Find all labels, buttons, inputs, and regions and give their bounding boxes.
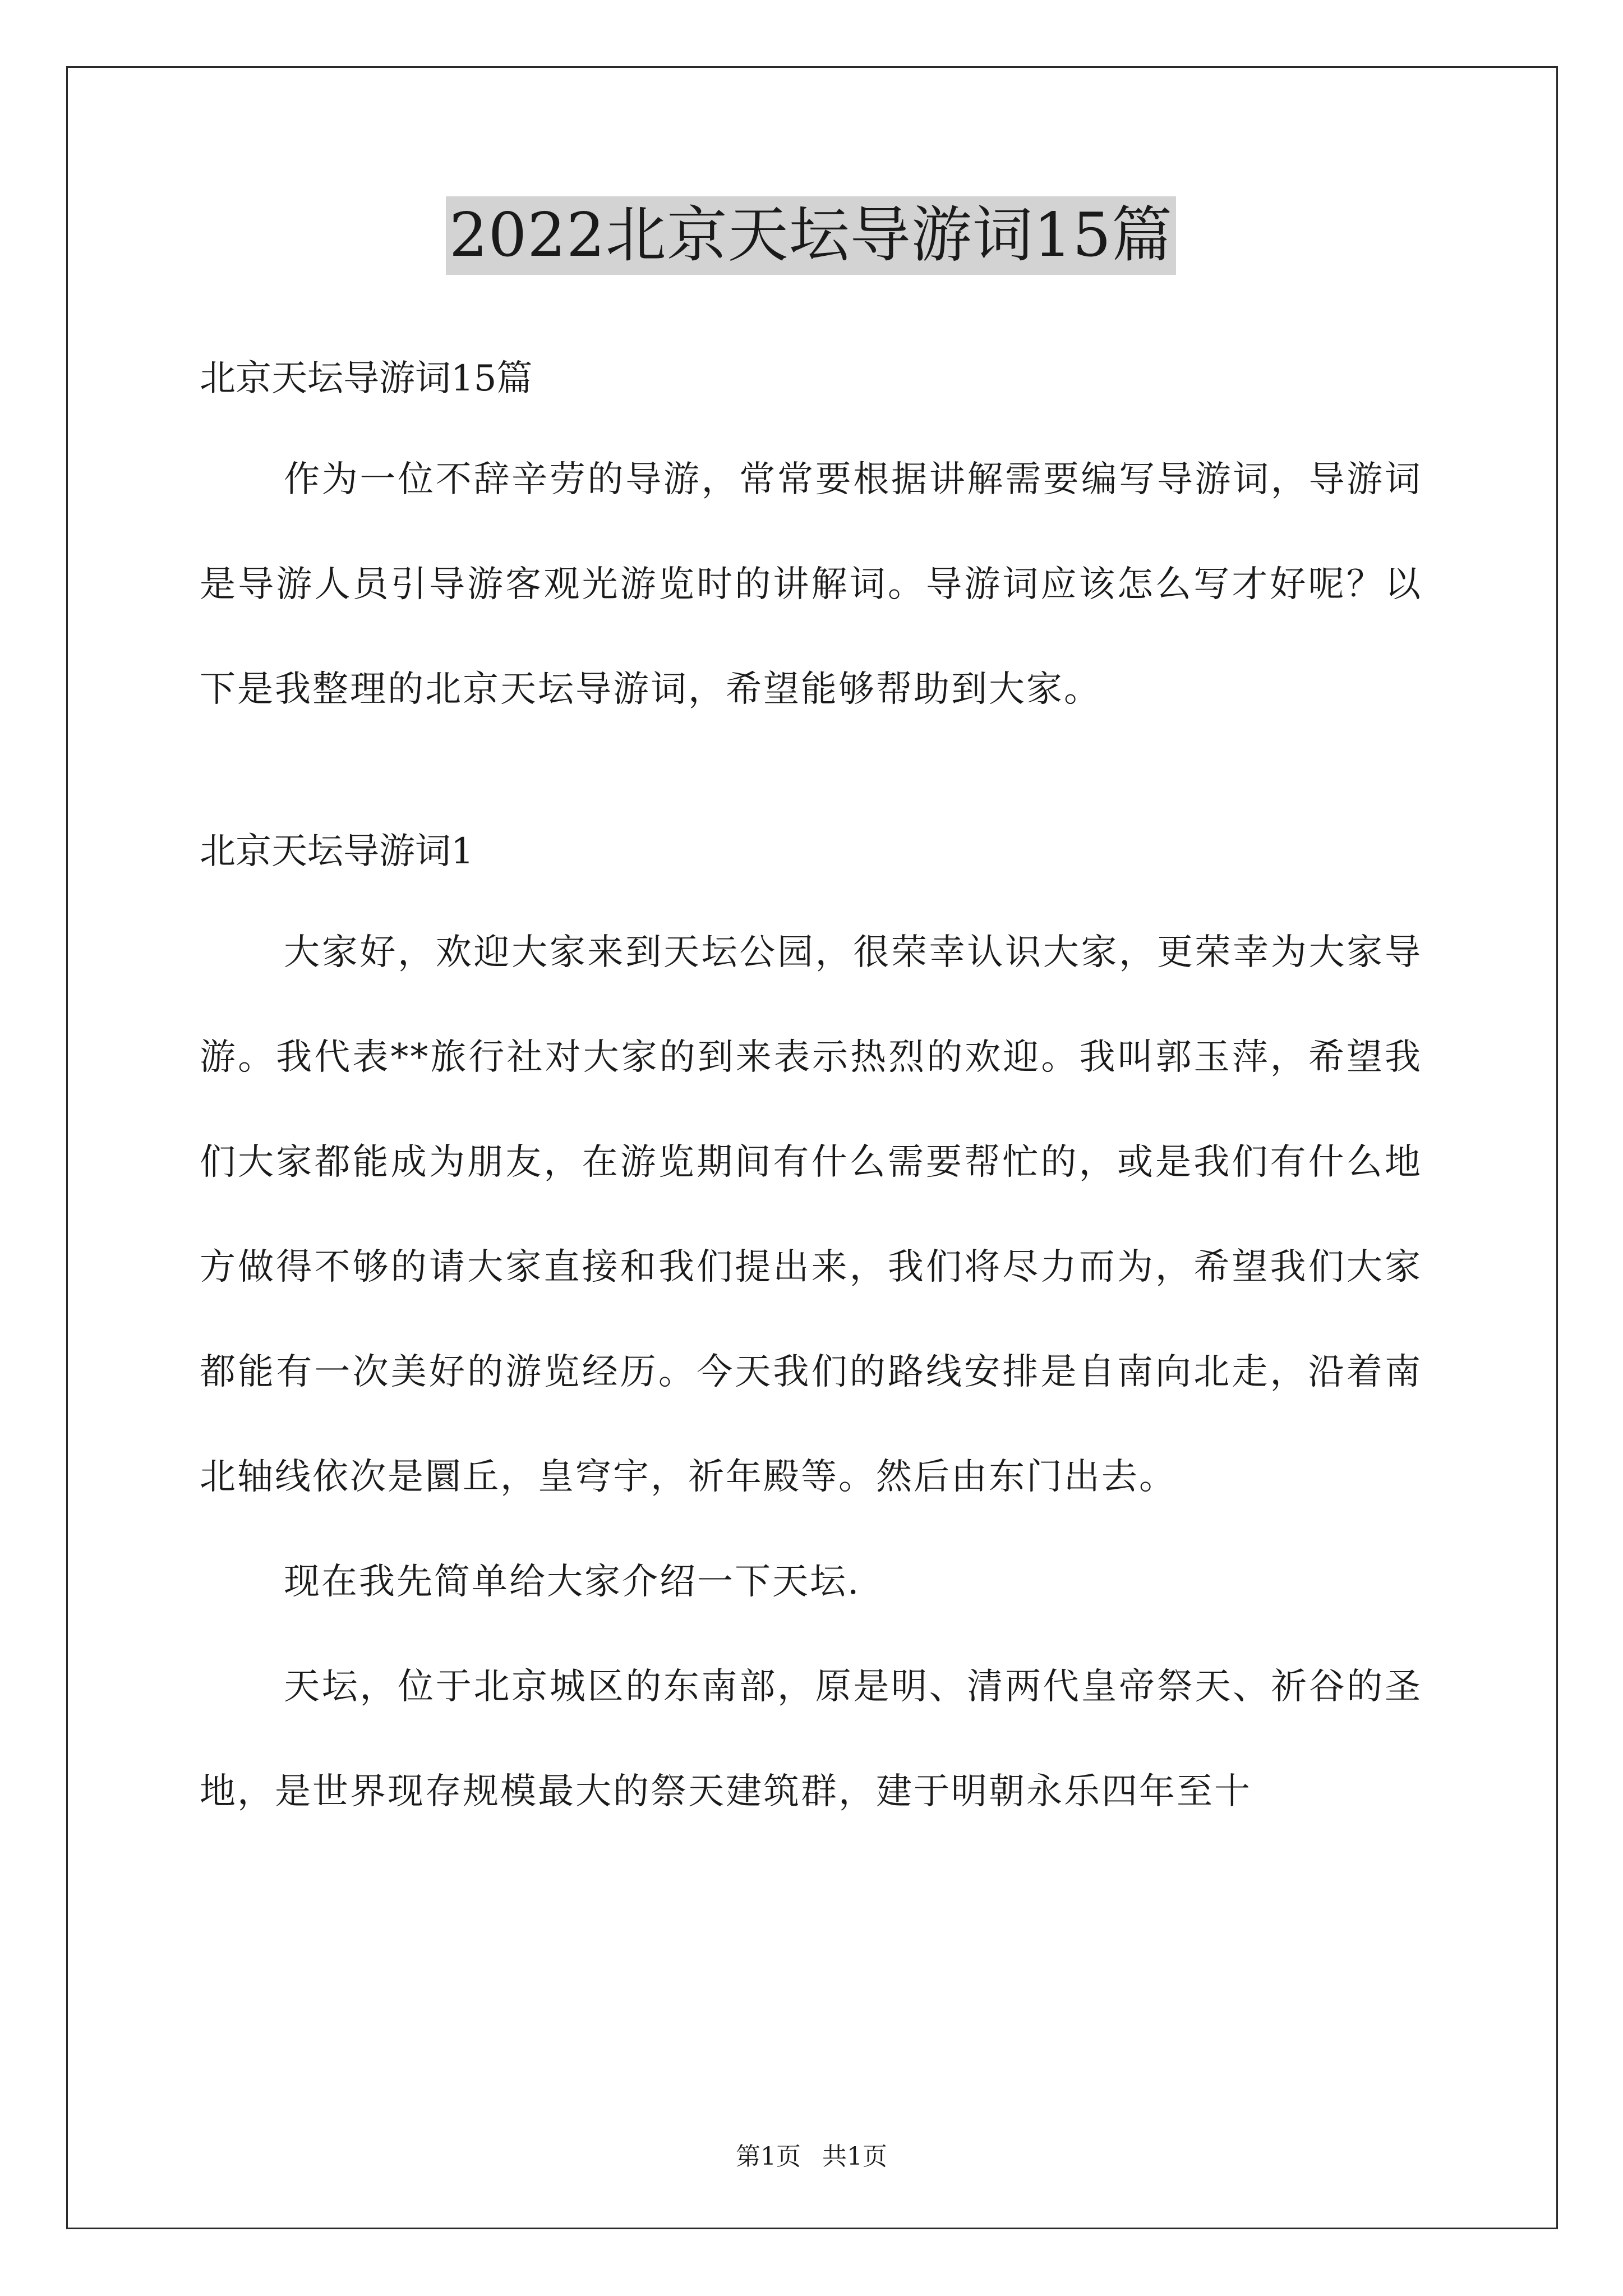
section-heading: 北京天坛导游词1 bbox=[200, 831, 474, 872]
paragraph-3: 天坛，位于北京城区的东南部，原是明、清两代皇帝祭天、祈谷的圣地，是世界现存规模最大的祭天建筑群，建于明朝永乐四年至十 bbox=[200, 1666, 1422, 1812]
page-footer bbox=[0, 2140, 1623, 2174]
page-total: 共1页 bbox=[822, 2142, 887, 2171]
document-subtitle: 北京天坛导游词15篇 bbox=[200, 358, 533, 399]
intro-paragraph: 作为一位不辞辛劳的导游，常常要根据讲解需要编写导游词，导游词是导游人员引导游客观光游览时的讲解词。导游词应该怎么写才好呢？以下是我整理的北京天坛导游词，希望能够帮助到大家。 bbox=[200, 459, 1422, 710]
paragraph-1: 大家好，欢迎大家来到天坛公园，很荣幸认识大家，更荣幸为大家导游。我代表**旅行社对大家的到来表示热烈的欢迎。我叫郭玉萍，希望我们大家都能成为朋友，在游览期间有什么需要帮忙的，或是我们有什么地方做得不够的请大家直接和我们提出来，我们将尽力而为，希望我们大家都能有一次美好的游览经历。今天我们的路线安排是自南向北走，沿着南北轴线依次是圜丘，皇穹宇，祈年殿等。然后由东门出去。 bbox=[200, 932, 1422, 1498]
paragraph-2: 现在我先简单给大家介绍一下天坛. bbox=[284, 1561, 861, 1603]
document-body bbox=[200, 196, 1422, 1844]
title-wrap bbox=[200, 196, 1422, 275]
page-number: 第1页 bbox=[736, 2142, 801, 2171]
document-title: 2022北京天坛导游词15篇 bbox=[446, 196, 1176, 275]
